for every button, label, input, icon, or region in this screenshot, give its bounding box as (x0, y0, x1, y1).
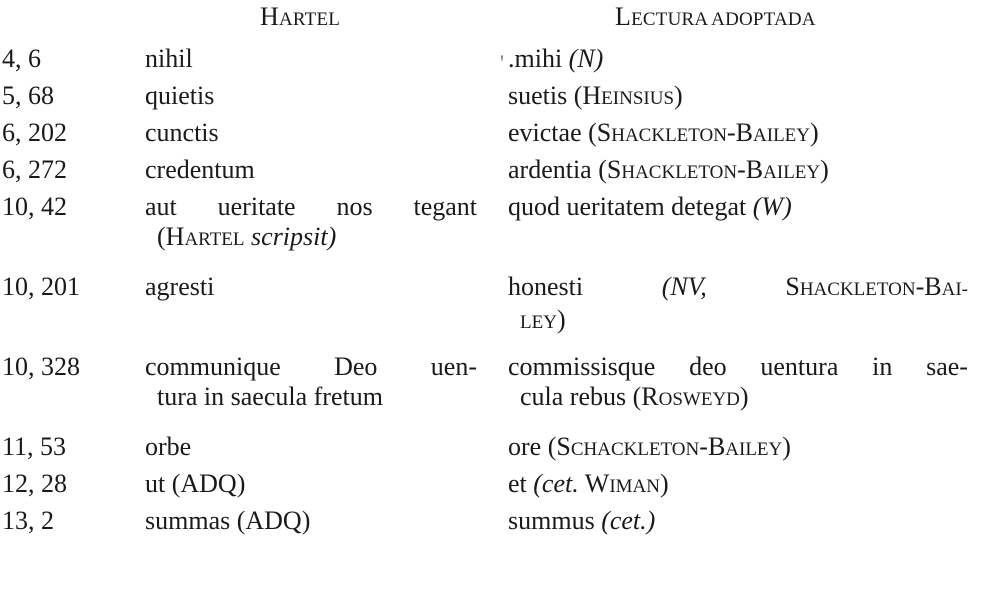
adopted-reading (508, 81, 683, 114)
editor-name: IMAN (609, 476, 660, 497)
adopted-reading (508, 469, 669, 502)
scan-mark: ' (500, 50, 504, 75)
adopted-reading (508, 432, 791, 465)
hartel-word: Deo (334, 352, 378, 381)
adopted-close: ) (556, 305, 566, 334)
header-lectura-initial: L (615, 2, 632, 31)
row-reference: 5, 68 (2, 81, 54, 110)
editor-initial-2: B (745, 155, 764, 184)
editor-initial: W (584, 469, 610, 498)
adopted-reading (508, 44, 603, 74)
row-reference: 10, 328 (2, 352, 80, 381)
editor-initial: H (165, 222, 185, 251)
hartel-word: ueritate (217, 192, 296, 221)
editor-dash: - (915, 272, 925, 301)
editor-dash: - (699, 432, 708, 461)
row-reference: 10, 201 (2, 272, 80, 301)
adopted-close: ) (739, 382, 749, 411)
hartel-cont-note: scripsit) (244, 222, 337, 251)
adopted-close: ) (659, 469, 669, 498)
editor-initial: S (606, 155, 622, 184)
editor-name: OSWEYD (658, 389, 740, 410)
hartel-line-2: tura in saecula fretum (157, 382, 383, 411)
adopted-close: ) (782, 432, 791, 461)
hartel-line-1 (145, 192, 477, 222)
hartel-word: tegant (413, 192, 477, 221)
row-reference: 10, 42 (2, 192, 67, 221)
editor-name-2: AI- (941, 279, 968, 300)
editor-initial: R (641, 382, 659, 411)
hartel-reading (145, 192, 477, 255)
editor-name: ARTEL (184, 229, 245, 250)
adopted-text: evictae ( (508, 118, 597, 147)
adopted-text: .mihi (508, 44, 569, 73)
adopted-close: ) (674, 81, 683, 110)
hartel-reading: ut (ADQ) (145, 469, 246, 498)
adopted-siglum: (cet. (533, 469, 579, 498)
hartel-word: aut (145, 192, 177, 221)
editor-name: HACKLETON (799, 279, 916, 300)
adopted-siglum: (W) (752, 192, 792, 221)
adopted-editor (785, 272, 968, 305)
hartel-word: uen- (430, 352, 477, 381)
hartel-reading: summas (ADQ) (145, 506, 311, 535)
hartel-line-1 (145, 352, 477, 382)
editor-name-cont: LEY (520, 312, 557, 333)
row-reference: 13, 2 (2, 506, 54, 535)
editor-initial: H (582, 81, 602, 110)
hartel-word: communique (145, 352, 281, 381)
editor-name: HACKLETON (621, 162, 738, 183)
row-reference: 12, 28 (2, 469, 67, 498)
editor-initial: S (785, 272, 800, 301)
adopted-reading (508, 155, 829, 188)
column-header-lectura (615, 2, 816, 36)
hartel-reading: cunctis (145, 118, 219, 147)
adopted-siglum: (NV, (661, 272, 707, 301)
editor-name: CHACKLETON (570, 439, 700, 460)
hartel-reading: credentum (145, 155, 255, 184)
header-hartel-initial: H (260, 2, 279, 31)
adopted-text: summus (508, 506, 602, 535)
hartel-reading: nihil (145, 44, 193, 73)
hartel-cont-open: ( (157, 222, 166, 251)
row-reference: 6, 202 (2, 118, 67, 147)
editor-name-2: AILEY (725, 439, 783, 460)
hartel-line-2 (145, 222, 336, 251)
adopted-word: in (872, 352, 893, 381)
column-header-hartel (260, 2, 340, 36)
hartel-reading: agresti (145, 272, 215, 301)
adopted-siglum: (cet.) (601, 506, 656, 535)
row-reference: 6, 272 (2, 155, 67, 184)
adopted-text: ore ( (508, 432, 557, 461)
adopted-reading (508, 352, 968, 415)
hartel-word: nos (336, 192, 373, 221)
editor-name-2: AILEY (753, 125, 810, 146)
header-lectura-rest: ECTURA ADOPTADA (631, 9, 816, 30)
adopted-line-1 (508, 272, 968, 305)
editor-initial-2: B (707, 432, 726, 461)
editor-initial-2: B (735, 118, 754, 147)
hartel-reading: quietis (145, 81, 215, 110)
adopted-text: quod ueritatem detegat (508, 192, 753, 221)
adopted-line-1 (508, 352, 968, 382)
adopted-reading (508, 272, 968, 338)
hartel-reading (145, 352, 477, 412)
editor-name-2: AILEY (763, 162, 821, 183)
adopted-text: ardentia ( (508, 155, 607, 184)
adopted-word: sae- (926, 352, 968, 381)
hartel-reading: orbe (145, 432, 192, 461)
header-hartel-rest: ARTEL (278, 9, 341, 30)
row-reference: 11, 53 (2, 432, 67, 461)
editor-dash: - (727, 118, 736, 147)
adopted-word: uentura (760, 352, 839, 381)
adopted-line-2 (508, 305, 566, 334)
adopted-siglum: (N) (568, 44, 604, 73)
editor-dash: - (737, 155, 746, 184)
adopted-word: honesti (508, 272, 584, 301)
adopted-reading (508, 192, 792, 222)
adopted-line-2 (508, 382, 749, 411)
adopted-word: deo (689, 352, 727, 381)
editor-initial: S (556, 432, 571, 461)
adopted-reading (508, 506, 655, 536)
adopted-text: cula rebus ( (520, 382, 642, 411)
adopted-text: et (508, 469, 534, 498)
adopted-word: commissisque (508, 352, 656, 381)
adopted-text: suetis ( (508, 81, 583, 110)
editor-initial: S (596, 118, 612, 147)
editor-initial-2: B (924, 272, 942, 301)
adopted-reading (508, 118, 819, 151)
adopted-close: ) (810, 118, 819, 147)
editor-name: HACKLETON (611, 125, 727, 146)
row-reference: 4, 6 (2, 44, 41, 73)
adopted-close: ) (820, 155, 829, 184)
editor-name: EINSIUS (601, 88, 675, 109)
